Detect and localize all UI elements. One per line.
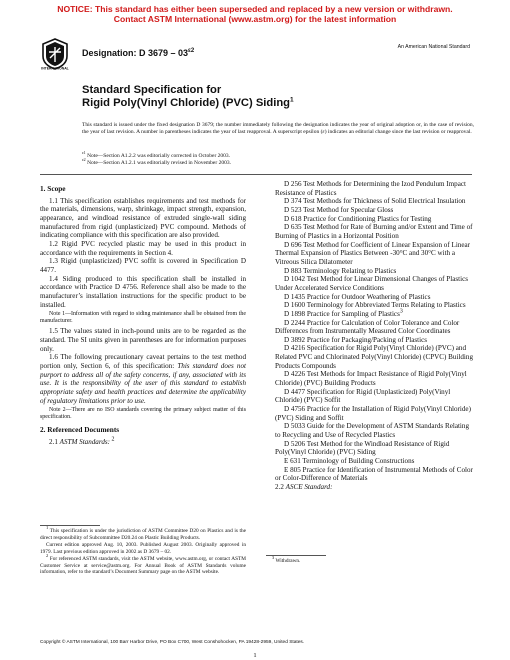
footnote-1: $^1$ This specification is under the jurisdiction of ASTM Committee D20 on Plastics and is the direct responsibility of Subcommittee D20.24 on Plastic Building Products. [40,525,246,541]
ref-item: D 256 Test Methods for Determining the Izod Pendulum Impact Resistance of Plastics [275,180,467,197]
epsilon-notes [82,150,474,167]
ref-item: D 1435 Practice for Outdoor Weathering of Plastics [284,292,431,301]
copyright-footer: Copyright © ASTM International, 100 Barr Harbor Drive, PO Box C700, West Conshohocken, PA 19428-2959, United States. [40,640,305,645]
header-divider [40,174,472,175]
designation-text: Designation: D 3679 – 03 [82,48,189,58]
note-1: Note 1—Information with regard to siding maintenance shall be obtained from the manufacturer. [40,311,246,325]
ref-item: D 374 Test Methods for Thickness of Solid Electrical Insulation [284,197,466,206]
eps-note-1: $^{\varepsilon 1}$ Note—Section A1.2.2 was editorially corrected in October 2003. [82,150,231,159]
title-sup: 1 [290,96,294,104]
supersede-notice [0,4,510,24]
para-2-2: 2.2 ASCE Standard: [275,482,333,491]
ref-item-d1898: D 1898 Practice for Sampling of Plastics$^3$ [284,308,403,318]
ref-item: D 4226 Test Methods for Impact Resistance of Rigid Poly(Vinyl Chloride) (PVC) Building Products [275,370,467,388]
ref-item: D 618 Practice for Conditioning Plastics for Testing [284,214,432,223]
page-number: 1 [253,652,257,659]
footnote-divider [40,525,100,526]
footnote-3: $^3$ Withdrawn. [272,555,301,564]
footnote-divider [266,555,326,556]
ref-item: D 523 Test Method for Specular Gloss [284,205,394,214]
para-1-2: 1.2 Rigid PVC recycled plastic may be used in this product in accordance with the requirements in Section 4. [40,239,246,257]
footnote-1b: Current edition approved Aug. 10, 2003. Published August 2003. Originally approved in 1979. Last previous edition approved in 2002 as D 3679 – 02. [40,542,246,555]
american-national-standard: An American National Standard [397,44,470,50]
ref-item: D 883 Terminology Relating to Plastics [284,266,397,275]
ref-item: D 2244 Practice for Calculation of Color Tolerance and Color Differences from Instrumentally Measured Color Coordinates [275,318,460,336]
ref-item: D 5206 Test Method for the Windload Resistance of Rigid Poly(Vinyl Chloride) (PVC) Siding [275,439,450,457]
footnotes-left [40,525,246,577]
ref-item: D 4216 Specification for Rigid Poly(Vinyl Chloride) (PVC) and Related PVC and Chlorinated Poly(Vinyl Chloride) (CPVC) Building Products Compounds [275,344,473,370]
logo-text: INTERNATIONAL [41,66,69,70]
ref-item: D 4756 Practice for the Installation of Rigid Poly(Vinyl Chloride) (PVC) Siding and Soffit [275,405,471,422]
ref-item: D 3892 Practice for Packaging/Packing of Plastics [284,335,428,344]
footnotes-right [266,555,473,565]
ref-item: E 805 Practice for Identification of Instrumental Methods of Color or Color-Difference of Materials [275,465,473,483]
para-1-6: 1.6 The following precautionary caveat pertains to the test method portion only, Section 6, of this specification: This standard does not purport to address all of the safety concerns, if any, associated with its use. It is the responsibility of the user of this standard to establish appropriate safety and health practices and determine the applicability of regulatory limitations prior to use. [40,353,246,405]
designation [82,48,194,58]
para-2-1: 2.1 ASTM Standards: $^2$ [49,436,115,447]
title-line-2: Rigid Poly(Vinyl Chloride) (PVC) Siding [82,97,291,109]
designation-sup: ε2 [188,48,195,54]
referenced-documents-heading: 2. Referenced Documents [40,425,120,435]
right-column [266,180,473,492]
ref-item: D 1042 Test Method for Linear Dimensional Changes of Plastics Under Accelerated Service Conditions [275,275,468,292]
astm-logo-icon [40,38,70,70]
para-1-4: 1.4 Siding produced to this specification shall be installed in accordance with Practice D 4756. Reference shall also be made to the manufacturer’s installation instructions for the specific product to be installed. [40,274,246,309]
ref-item: D 696 Test Method for Coefficient of Linear Expansion of Linear Thermal Expansion of Plastics Between -30°C and 30°C with a Vitreous Silica Dilatometer [275,240,470,266]
scope-heading: 1. Scope [40,184,66,193]
left-column [40,180,246,447]
ref-item: D 1600 Terminology for Abbreviated Terms Relating to Plastics [284,301,466,310]
ref-item: D 635 Test Method for Rate of Burning and/or Extent and Time of Burning of Plastics in a Horizontal Position [275,223,473,240]
para-1-5: 1.5 The values stated in inch-pound units are to be regarded as the standard. The SI units given in parentheses are for information purposes only. [40,327,246,353]
safety-caveat: This standard does not purport to address all of the safety concerns, if any, associated with its use. It is the responsibility of the user of this standard to establish appropriate safety and health practices and determine the applicability of regulatory limitations prior to use. [40,362,246,405]
issued-statement: This standard is issued under the fixed designation D 3679; the number immediately following the designation indicates the year of original adoption or, in the case of revision, the year of last revision. A number in parentheses indicates the year of last reapproval. A superscript epsilon (ε) indicates an editorial change since the last revision or reapproval. [82,122,474,135]
ref-item: D 5033 Guide for the Development of ASTM Standards Relating to Recycling and Use of Recycled Plastics [275,422,469,440]
note-2: Note 2—There are no ISO standards covering the primary subject matter of this specification. [40,407,246,421]
notice-line-2: Contact ASTM International (www.astm.org) for the latest information [113,14,397,24]
eps-note-2: $^{\varepsilon 2}$ Note—Section A1.2.1 was editorially revised in November 2003. [82,156,231,166]
ref-item: D 4477 Specification for Rigid (Unplasticized) Poly(Vinyl Chloride) (PVC) Soffit [275,387,451,405]
ref-item: E 631 Terminology of Building Constructions [284,457,415,465]
para-1-3: 1.3 Rigid (unplasticized) PVC soffit is covered in Specification D 4477. [40,257,246,274]
title-line-1: Standard Specification for [82,84,222,96]
notice-line-1: NOTICE: This standard has either been superseded and replaced by a new version or withdrawn. [57,4,453,14]
footnote-2: $^2$ For referenced ASTM standards, visit the ASTM website, www.astm.org, or contact ASTM Customer Service at service@astm.org. For Annual Book of ASTM Standards volume information, refer to the standard’s Document Summary page on the ASTM website. [40,553,247,575]
document-title [82,84,462,110]
para-1-1: 1.1 This specification establishes requirements and test methods for the materials, dimensions, warp, shrinkage, impact strength, expansion, appearance, and windload resistance of extruded single-wall siding manufactured from rigid (unplasticized) PVC compound. Methods of indicating compliance with this specification are also provided. [40,196,246,240]
